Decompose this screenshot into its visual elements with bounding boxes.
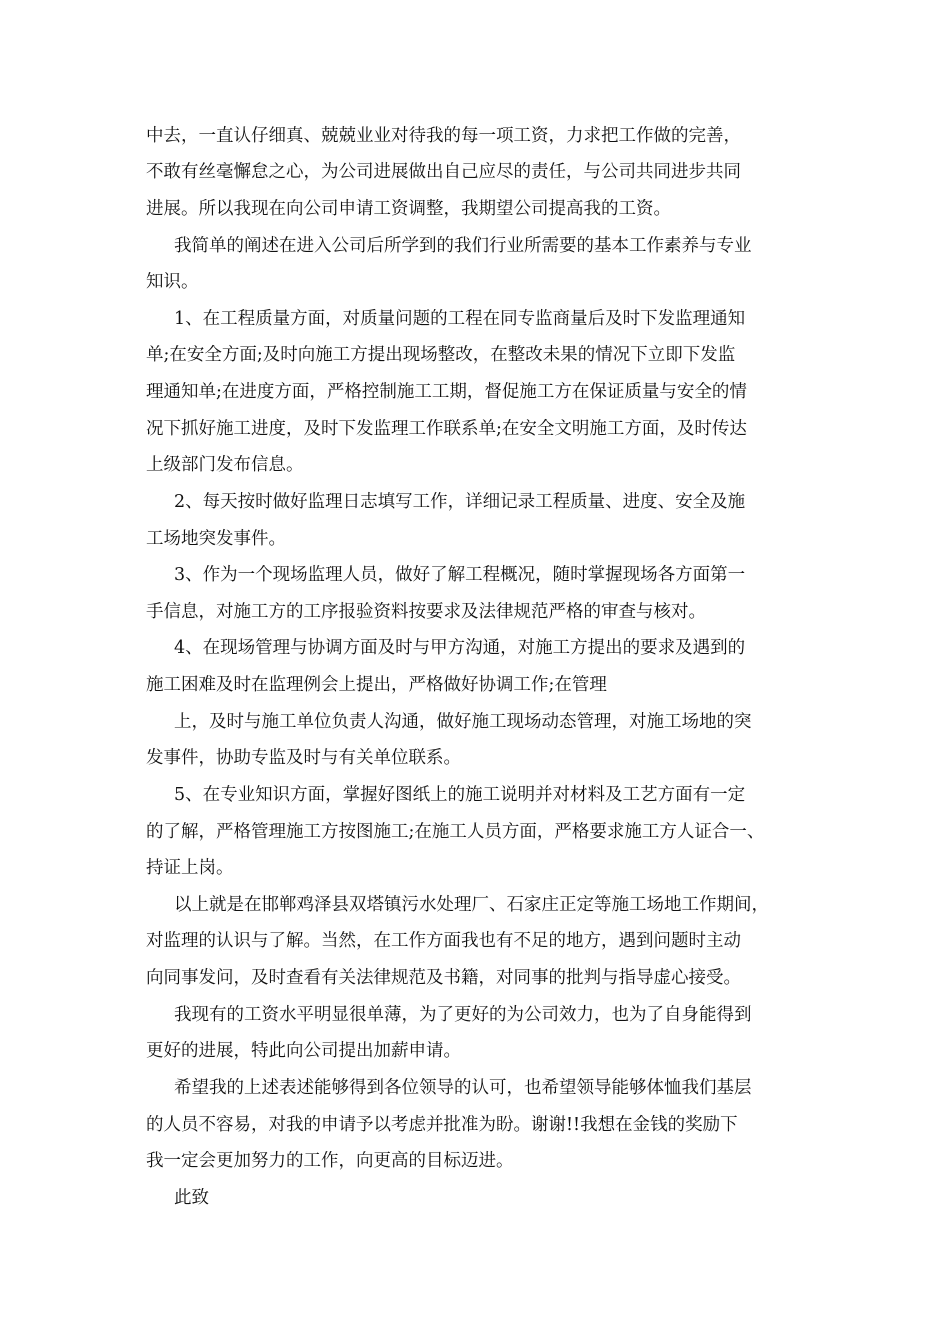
closing-salutation: 此致 (174, 1188, 209, 1208)
text-line: 对监理的认识与了解。当然，在工作方面我也有不足的地方，遇到问题时主动 (146, 931, 741, 951)
text-line: 况下抓好施工进度，及时下发监理工作联系单;在安全文明施工方面，及时传达 (146, 419, 747, 439)
text-line: 手信息，对施工方的工序报验资料按要求及法律规范严格的审查与核对。 (146, 602, 706, 622)
text-line: 施工困难及时在监理例会上提出，严格做好协调工作;在管理 (146, 675, 607, 695)
text-line: 单;在安全方面;及时向施工方提出现场整改，在整改未果的情况下立即下发监 (146, 345, 736, 365)
text-line: 中去，一直认仔细真、兢兢业业对待我的每一项工资，力求把工作做的完善， (146, 126, 741, 146)
text-line: 的人员不容易，对我的申请予以考虑并批准为盼。谢谢!!我想在金钱的奖励下 (146, 1115, 738, 1135)
text-line: 以上就是在邯郸鸡泽县双塔镇污水处理厂、石家庄正定等施工场地工作期间， (174, 895, 769, 915)
text-line: 3、作为一个现场监理人员，做好了解工程概况，随时掌握现场各方面第一 (174, 565, 746, 585)
text-line: 更好的进展，特此向公司提出加薪申请。 (146, 1041, 461, 1061)
text-line: 不敢有丝毫懈怠之心，为公司进展做出自己应尽的责任，与公司共同进步共同 (146, 162, 741, 182)
text-line: 工场地突发事件。 (146, 529, 286, 549)
text-line: 我一定会更加努力的工作，向更高的目标迈进。 (146, 1151, 514, 1171)
text-line: 理通知单;在进度方面，严格控制施工工期，督促施工方在保证质量与安全的情 (146, 382, 747, 402)
text-line: 进展。所以我现在向公司申请工资调整，我期望公司提高我的工资。 (146, 199, 671, 219)
text-line: 希望我的上述表述能够得到各位领导的认可，也希望领导能够体恤我们基层 (174, 1078, 752, 1098)
text-line: 发事件，协助专监及时与有关单位联系。 (146, 748, 461, 768)
text-line: 4、在现场管理与协调方面及时与甲方沟通，对施工方提出的要求及遇到的 (174, 638, 746, 658)
text-line: 我现有的工资水平明显很单薄，为了更好的为公司效力，也为了自身能得到 (174, 1005, 752, 1025)
text-line: 5、在专业知识方面，掌握好图纸上的施工说明并对材料及工艺方面有一定 (174, 785, 746, 805)
text-line: 上，及时与施工单位负责人沟通，做好施工现场动态管理，对施工场地的突 (174, 712, 752, 732)
text-line: 的了解，严格管理施工方按图施工;在施工人员方面，严格要求施工方人证合一、 (146, 822, 765, 842)
text-line: 知识。 (146, 272, 199, 292)
text-line: 上级部门发布信息。 (146, 455, 304, 475)
text-line: 向同事发问，及时查看有关法律规范及书籍，对同事的批判与指导虚心接受。 (146, 968, 741, 988)
text-line: 1、在工程质量方面，对质量问题的工程在同专监商量后及时下发监理通知 (174, 309, 746, 329)
text-line: 持证上岗。 (146, 858, 234, 878)
text-line: 2、每天按时做好监理日志填写工作，详细记录工程质量、进度、安全及施 (174, 492, 746, 512)
text-line: 我简单的阐述在进入公司后所学到的我们行业所需要的基本工作素养与专业 (174, 236, 752, 256)
